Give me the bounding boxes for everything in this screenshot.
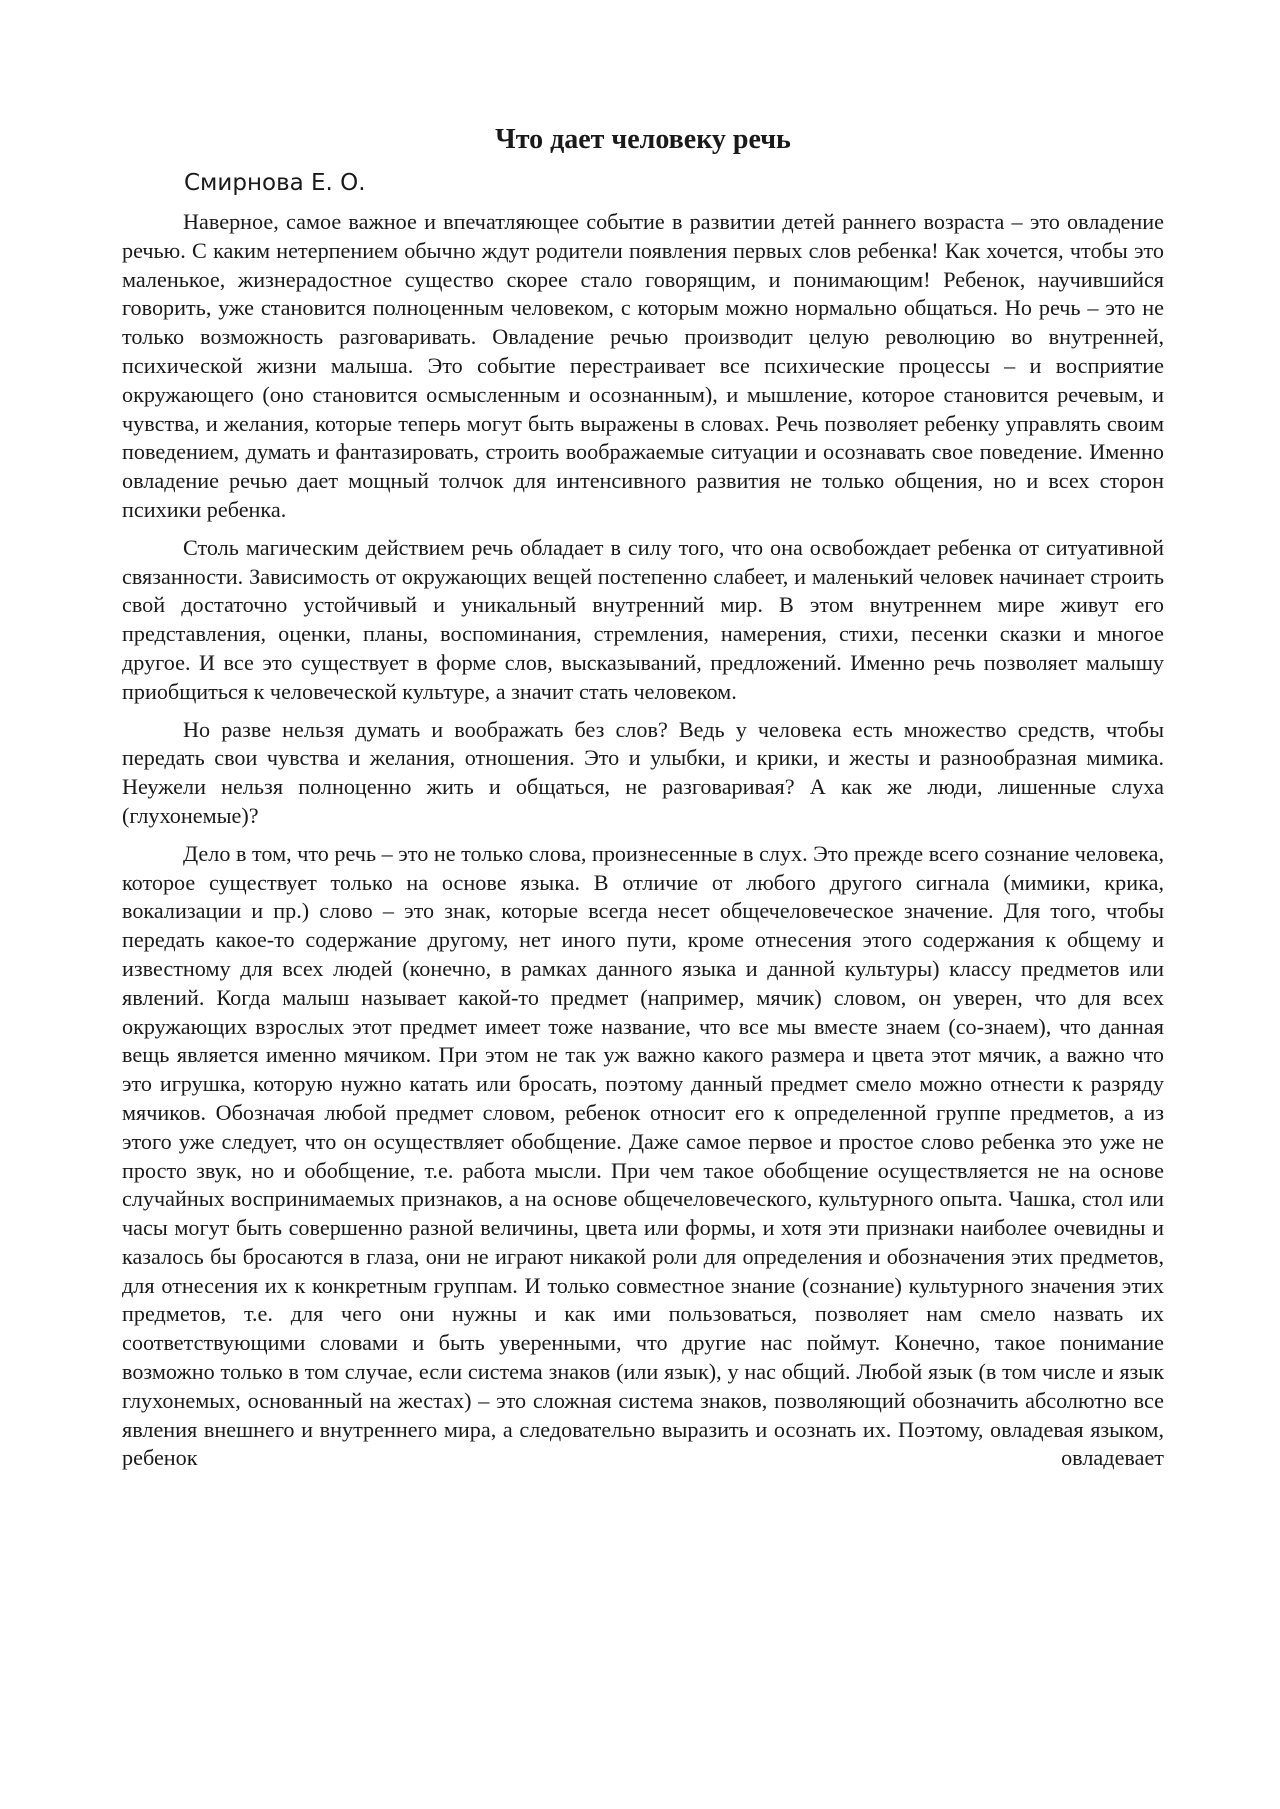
paragraph-4: Дело в том, что речь – это не только слова, произнесенные в слух. Это прежде всего сознание человека, которое существует только на основе языка. В отличие от любого другого сигнала (мимики, крика, вокализации и пр.) слово – это знак, которые всегда несет общечеловеческое значение. Для того, чтобы передать какое-то содержание другому, нет иного пути, кроме отнесения этого содержания к общему и известному для всех людей (конечно, в рамках данного языка и данной культуры) классу предметов или явлений. Когда малыш называет какой-то предмет (например, мячик) словом, он уверен, что для всех окружающих взрослых этот предмет имеет тоже название, что все мы вместе знаем (со-знаем), что данная вещь является именно мячиком. При этом не так уж важно какого размера и цвета этот мячик, а важно что это игрушка, которую нужно катать или бросать, поэтому данный предмет смело можно отнести к разряду мячиков. Обозначая любой предмет словом, ребенок относит его к определенной группе предметов, а из этого уже следует, что он осуществляет обобщение. Даже самое первое и простое слово ребенка это уже не просто звук, но и обобщение, т.е. работа мысли. При чем такое обобщение осуществляется не на основе случайных воспринимаемых признаков, а на основе общечеловеческого, культурного опыта. Чашка, стол или часы могут быть совершенно разной величины, цвета или формы, и хотя эти признаки наиболее очевидны и казалось бы бросаются в глаза, они не играют никакой роли для определения и обозначения этих предметов, для отнесения их к конкретным группам. И только совместное знание (сознание) культурного значения этих предметов, т.е. для чего они нужны и как ими пользоваться, позволяет нам смело назвать их соответствующими словами и быть уверенными, что другие нас поймут. Конечно, такое понимание возможно только в том случае, если система знаков (или язык), у нас общий. Любой язык (в том числе и язык глухонемых, основанный на жестах) – это сложная система знаков, позволяющий обозначить абсолютно все явления внешнего и внутреннего мира, а следовательно выразить и осознать их. Поэтому, овладевая языком, ребенок овладевает	[122, 840, 1164, 1471]
paragraph-2: Столь магическим действием речь обладает в силу того, что она освобождает ребенка от ситуативной связанности. Зависимость от окружающих вещей постепенно слабеет, и маленький человек начинает строить свой достаточно устойчивый и уникальный внутренний мир. В этом внутреннем мире живут его представления, оценки, планы, воспоминания, стремления, намерения, стихи, песенки сказки и многое другое. И все это существует в форме слов, высказываний, предложений. Именно речь позволяет малышу приобщиться к человеческой культуре, а значит стать человеком.	[122, 534, 1164, 704]
document-body	[122, 122, 1164, 1473]
document-author: Смирнова Е. О.	[184, 170, 366, 196]
document-title: Что дает человеку речь	[495, 124, 791, 155]
paragraph-1: Наверное, самое важное и впечатляющее событие в развитии детей раннего возраста – это овладение речью. С каким нетерпением обычно ждут родители появления первых слов ребенка! Как хочется, чтобы это маленькое, жизнерадостное существо скорее стало говорящим, и понимающим! Ребенок, научившийся говорить, уже становится полноценным человеком, с которым можно нормально общаться. Но речь – это не только возможность разговаривать. Овладение речью производит целую революцию во внутренней, психической жизни малыша. Это событие перестраивает все психические процессы – и восприятие окружающего (оно становится осмысленным и осознанным), и мышление, которое становится речевым, и чувства, и желания, которые теперь могут быть выражены в словах. Речь позволяет ребенку управлять своим поведением, думать и фантазировать, строить воображаемые ситуации и осознавать свое поведение. Именно овладение речью дает мощный толчок для интенсивного развития не только общения, но и всех сторон психики ребенка.	[122, 209, 1164, 522]
paragraph-3: Но разве нельзя думать и воображать без слов? Ведь у человека есть множество средств, чтобы передать свои чувства и желания, отношения. Это и улыбки, и крики, и жесты и разнообразная мимика. Неужели нельзя полноценно жить и общаться, не разговаривая? А как же люди, лишенные слуха (глухонемые)?	[122, 716, 1164, 828]
